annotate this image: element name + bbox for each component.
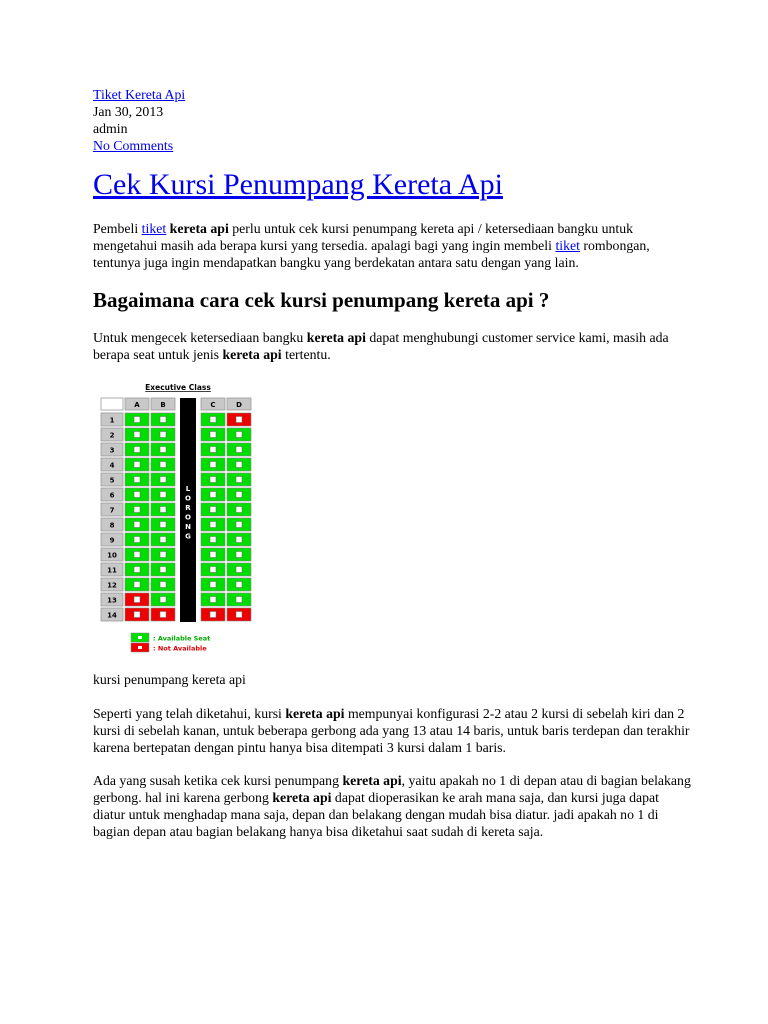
column-label-c: C — [210, 401, 216, 409]
seat-icon — [134, 552, 140, 558]
intro-text-3: perlu untuk cek kursi penumpang kereta api / ketersediaan bangku untuk mengetahui masih ada berapa kursi yang tersedia. apalagi bagi yang ingin membeli — [93, 221, 634, 253]
howto-paragraph — [93, 329, 693, 363]
legend-not-available-icon — [138, 646, 142, 649]
aisle-letter: R — [185, 504, 191, 512]
seat-icon — [210, 597, 216, 603]
seat-icon — [134, 477, 140, 483]
aisle-letter: O — [185, 513, 191, 522]
seat-icon — [210, 447, 216, 453]
seat-icon — [210, 612, 216, 618]
row-number-7: 7 — [109, 506, 115, 515]
seat-icon — [160, 447, 166, 453]
para2-bold-1: kereta api — [285, 706, 345, 721]
seat-icon — [236, 612, 242, 618]
column-label-d: D — [236, 401, 242, 409]
seat-icon — [236, 537, 242, 543]
howto-bold-1: kereta api — [306, 330, 366, 345]
seat-icon — [160, 522, 166, 528]
seat-icon — [134, 507, 140, 513]
intro-bold-1: kereta api — [169, 221, 229, 236]
row-number-3: 3 — [109, 446, 115, 455]
seat-icon — [236, 432, 242, 438]
post-date: Jan 30, 2013 — [93, 104, 164, 119]
comments-link[interactable]: No Comments — [93, 138, 174, 153]
para3-text-1: Ada yang susah ketika cek kursi penumpang — [93, 773, 343, 788]
seat-icon — [160, 597, 166, 603]
para3-text-2: , yaitu apakah no 1 di depan atau di bagian belakang gerbong. hal ini karena gerbong — [93, 773, 691, 805]
seat-icon — [236, 597, 242, 603]
category-link[interactable]: Tiket Kereta Api — [93, 87, 186, 102]
seat-icon — [210, 462, 216, 468]
seat-icon — [160, 612, 166, 618]
seat-icon — [210, 537, 216, 543]
seat-icon — [134, 582, 140, 588]
seat-icon — [134, 492, 140, 498]
para2-text-2: mempunyai konfigurasi 2-2 atau 2 kursi di sebelah kiri dan 2 kursi di sebelah kanan, untuk beberapa gerbong ada yang 13 atau 14 baris, untuk baris terdepan dan terakhir karena bertepatan dengan pintu hanya bisa ditempati 3 kursi dalam 1 baris. — [93, 706, 690, 755]
article — [93, 86, 693, 856]
howto-bold-2: kereta api — [222, 347, 282, 362]
seat-icon — [236, 582, 242, 588]
seat-icon — [160, 552, 166, 558]
tiket-link-2[interactable]: tiket — [555, 238, 580, 253]
seat-icon — [210, 432, 216, 438]
aisle-letter: L — [185, 485, 191, 493]
aisle-letter: G — [185, 532, 191, 541]
seat-icon — [134, 417, 140, 423]
seat-icon — [236, 477, 242, 483]
howto-text-3: tertentu. — [281, 347, 331, 362]
row-number-9: 9 — [109, 536, 115, 545]
row-number-14: 14 — [107, 611, 117, 620]
seat-icon — [160, 477, 166, 483]
row-number-1: 1 — [109, 416, 115, 425]
seat-icon — [134, 612, 140, 618]
legend-not-available-label: : Not Available — [153, 644, 207, 653]
config-paragraph — [93, 705, 693, 756]
seat-map — [97, 379, 257, 655]
seat-icon — [236, 492, 242, 498]
seat-icon — [160, 492, 166, 498]
aisle-letter: O — [185, 494, 191, 503]
intro-paragraph — [93, 220, 693, 271]
seat-icon — [134, 567, 140, 573]
seat-icon — [160, 417, 166, 423]
seat-icon — [210, 567, 216, 573]
legend-available-icon — [138, 636, 142, 639]
seat-icon — [210, 552, 216, 558]
seat-icon — [236, 552, 242, 558]
seat-icon — [210, 492, 216, 498]
seat-icon — [134, 537, 140, 543]
para3-text-3: dapat dioperasikan ke arah mana saja, dan kursi juga dapat diatur untuk menghadap mana saja, depan dan belakang dengan mudah bisa diatur. jadi apakah no 1 di bagian depan atau bagian belakang hanya bisa diketahui saat sudah di kereta saja. — [93, 790, 660, 839]
seat-icon — [210, 522, 216, 528]
intro-text-1: Pembeli — [93, 221, 142, 236]
howto-text-1: Untuk mengecek ketersediaan bangku — [93, 330, 307, 345]
seat-icon — [160, 432, 166, 438]
seat-icon — [210, 582, 216, 588]
column-header-blank — [101, 398, 123, 410]
seat-icon — [236, 522, 242, 528]
seat-icon — [210, 507, 216, 513]
seat-icon — [236, 462, 242, 468]
seat-icon — [236, 507, 242, 513]
seat-icon — [134, 447, 140, 453]
legend-available-label: : Available Seat — [153, 634, 211, 643]
figure-caption: kursi penumpang kereta api — [93, 672, 246, 687]
para2-text-1: Seperti yang telah diketahui, kursi — [93, 706, 286, 721]
post-author: admin — [93, 121, 128, 136]
row-number-4: 4 — [109, 461, 115, 470]
para3-bold-2: kereta api — [272, 790, 332, 805]
seat-icon — [160, 507, 166, 513]
column-label-a: A — [134, 401, 140, 409]
page-title — [93, 167, 693, 203]
row-number-13: 13 — [107, 596, 117, 605]
seat-icon — [236, 447, 242, 453]
seat-icon — [236, 417, 242, 423]
post-meta — [93, 86, 693, 154]
intro-text-4: rombongan, tentunya juga ingin mendapatkan bangku yang berdekatan antara satu dengan yang lain. — [93, 238, 650, 270]
column-label-b: B — [160, 401, 166, 409]
seat-icon — [160, 582, 166, 588]
row-number-8: 8 — [109, 521, 115, 530]
seat-map-title: Executive Class — [145, 383, 211, 392]
row-number-10: 10 — [107, 551, 117, 560]
seat-icon — [134, 597, 140, 603]
seat-icon — [134, 432, 140, 438]
tiket-link-1[interactable]: tiket — [141, 221, 167, 236]
para3-bold-1: kereta api — [342, 773, 402, 788]
howto-text-2: dapat menghubungi customer service kami, masih ada berapa seat untuk jenis — [93, 330, 669, 362]
seat-icon — [160, 537, 166, 543]
row-number-12: 12 — [107, 581, 117, 590]
seat-icon — [134, 462, 140, 468]
aisle-letter: N — [185, 523, 191, 531]
orientation-paragraph — [93, 772, 693, 840]
seat-icon — [236, 567, 242, 573]
row-number-5: 5 — [109, 476, 115, 485]
seat-icon — [210, 417, 216, 423]
seat-icon — [160, 462, 166, 468]
seat-icon — [134, 522, 140, 528]
seat-icon — [160, 567, 166, 573]
seat-map-figure — [97, 379, 257, 655]
row-number-6: 6 — [109, 491, 115, 500]
section-heading: Bagaimana cara cek kursi penumpang kereta api ? — [93, 288, 550, 312]
row-number-11: 11 — [107, 566, 117, 575]
title-link[interactable]: Cek Kursi Penumpang Kereta Api — [93, 168, 503, 201]
seat-icon — [210, 477, 216, 483]
row-number-2: 2 — [109, 431, 115, 440]
